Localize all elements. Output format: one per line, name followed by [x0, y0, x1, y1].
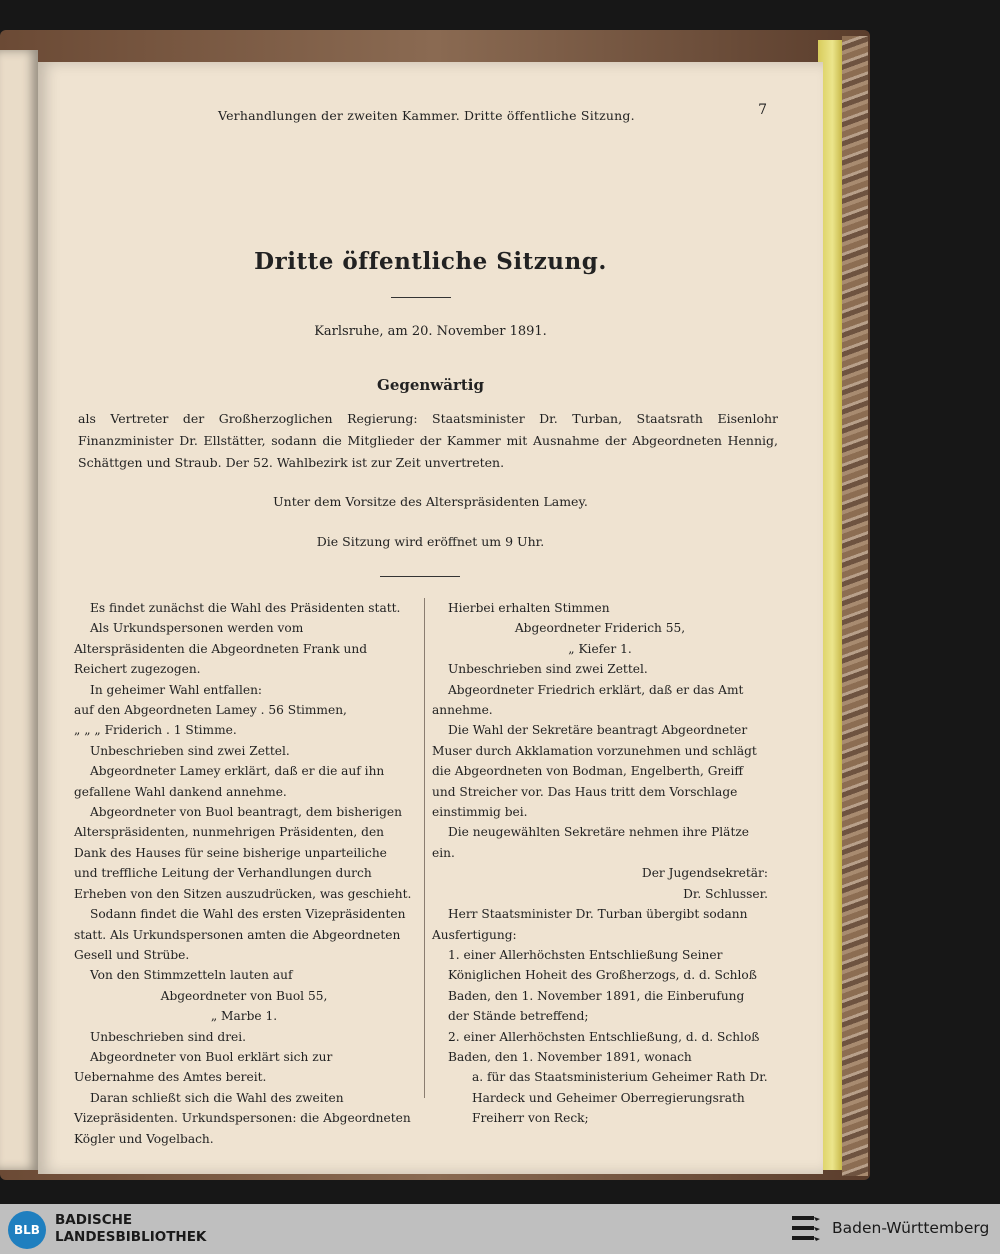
session-opened: Die Sitzung wird eröffnet um 9 Uhr.	[316, 534, 545, 549]
footer-bar	[0, 1204, 1000, 1254]
page-title: Dritte öffentliche Sitzung.	[254, 248, 607, 275]
baden-wuerttemberg-lions-icon[interactable]	[790, 1213, 824, 1245]
left-column	[74, 598, 414, 1149]
paragraph: In geheimer Wahl entfallen:	[90, 682, 263, 697]
paragraph: Abgeordneter Friedrich erklärt, daß er das Amt annehme.	[432, 682, 744, 718]
paragraph: Herr Staatsminister Dr. Turban übergibt sodann Ausfertigung:	[432, 907, 748, 942]
paragraph: Unbeschrieben sind zwei Zettel.	[90, 743, 290, 758]
document-page	[38, 62, 823, 1174]
library-name-line2: LANDESBIBLIOTHEK	[55, 1229, 207, 1245]
page-number: 7	[758, 102, 767, 118]
marbled-page-edge	[842, 36, 868, 1176]
paragraph: Abgeordneter von Buol erklärt sich zur Uebernahme des Amtes bereit.	[74, 1049, 333, 1085]
paragraph: Hierbei erhalten Stimmen	[448, 601, 610, 615]
signature-title: Der Jugendsekretär:	[641, 866, 768, 881]
running-header: Verhandlungen der zweiten Kammer. Dritte öffentliche Sitzung.	[218, 108, 635, 123]
paragraph: Abgeordneter Lamey erklärt, daß er die auf ihn gefallene Wahl dankend annehme.	[74, 764, 385, 799]
signature-name: Dr. Schlusser.	[683, 886, 768, 901]
paragraph: Es findet zunächst die Wahl des Präsidenten statt.	[90, 601, 401, 615]
chair-line: Unter dem Vorsitze des Alterspräsidenten Lamey.	[273, 494, 588, 509]
paragraph: Als Urkundspersonen werden vom Alterspräsidenten die Abgeordneten Frank und Reichert zugezogen.	[74, 621, 368, 677]
right-column	[432, 598, 768, 1129]
paragraph: Unbeschrieben sind drei.	[90, 1029, 247, 1044]
vote-line: „ „ „ Friderich . 1 Stimme.	[74, 723, 237, 738]
paragraph: Die Wahl der Sekretäre beantragt Abgeordneter Muser durch Akklamation vorzunehmen und schlägt die Abgeordneten von Bodman, Engelberth, Greiff und Streicher vor. Das Haus tritt dem Vorschlage einstimmig bei.	[432, 723, 757, 820]
state-name[interactable]: Baden-Württemberg	[832, 1219, 990, 1237]
list-item: 1. einer Allerhöchsten Entschließung Seiner Königlichen Hoheit des Großherzogs, d. d. Schloß Baden, den 1. November 1891, die Einberufung der Stände betreffend;	[448, 947, 757, 1024]
paragraph: Abgeordneter von Buol beantragt, dem bisherigen Alterspräsidenten, nunmehrigen Präsidenten, den Dank des Hauses für seine bisherige unparteiliche und treffliche Leitung der Verhandlungen durch Erheben von den Sitzen auszudrücken, was geschieht.	[74, 805, 412, 901]
present-heading: Gegenwärtig	[377, 376, 484, 394]
section-rule	[380, 576, 460, 577]
present-text: als Vertreter der Großherzoglichen Regierung: Staatsminister Dr. Turban, Staatsrath Eisenlohr Finanzminister Dr. Ellstätter, sodann die Mitglieder der Kammer mit Ausnahme der Abgeordneten Hennig, Schättgen und Straub. Der 52. Wahlbezirk ist zur Zeit unvertreten.	[78, 411, 778, 470]
paragraph: Unbeschrieben sind zwei Zettel.	[448, 662, 648, 677]
vote-line: Abgeordneter Friderich 55,	[514, 621, 686, 636]
vote-line: „ Marbe 1.	[210, 1009, 278, 1024]
list-item: 2. einer Allerhöchsten Entschließung, d. d. Schloß Baden, den 1. November 1891, wonach	[448, 1029, 760, 1064]
title-rule	[391, 297, 451, 298]
paragraph: Daran schließt sich die Wahl des zweiten Vizepräsidenten. Urkundspersonen: die Abgeordneten Kögler und Vogelbach.	[74, 1090, 411, 1146]
list-item: a. für das Staatsministerium Geheimer Rath Dr. Hardeck und Geheimer Oberregierungsrath Freiherr von Reck;	[472, 1070, 768, 1126]
vote-line: auf den Abgeordneten Lamey . 56 Stimmen,	[74, 703, 347, 718]
paragraph: Von den Stimmzetteln lauten auf	[90, 968, 293, 983]
column-divider	[424, 598, 425, 1098]
left-page-fragment	[0, 50, 38, 1170]
vote-line: „ Kiefer 1.	[568, 641, 632, 656]
paragraph: Sodann findet die Wahl des ersten Vizepräsidenten statt. Als Urkundspersonen amten die Abgeordneten Gesell und Strübe.	[74, 907, 406, 962]
blb-logo[interactable]: BLB	[8, 1211, 46, 1249]
paragraph: Die neugewählten Sekretäre nehmen ihre Plätze ein.	[432, 825, 749, 860]
library-name-line1: BADISCHE	[55, 1212, 133, 1228]
place-date: Karlsruhe, am 20. November 1891.	[314, 324, 547, 339]
library-name[interactable]	[55, 1212, 206, 1246]
vote-line: Abgeordneter von Buol 55,	[160, 988, 328, 1003]
